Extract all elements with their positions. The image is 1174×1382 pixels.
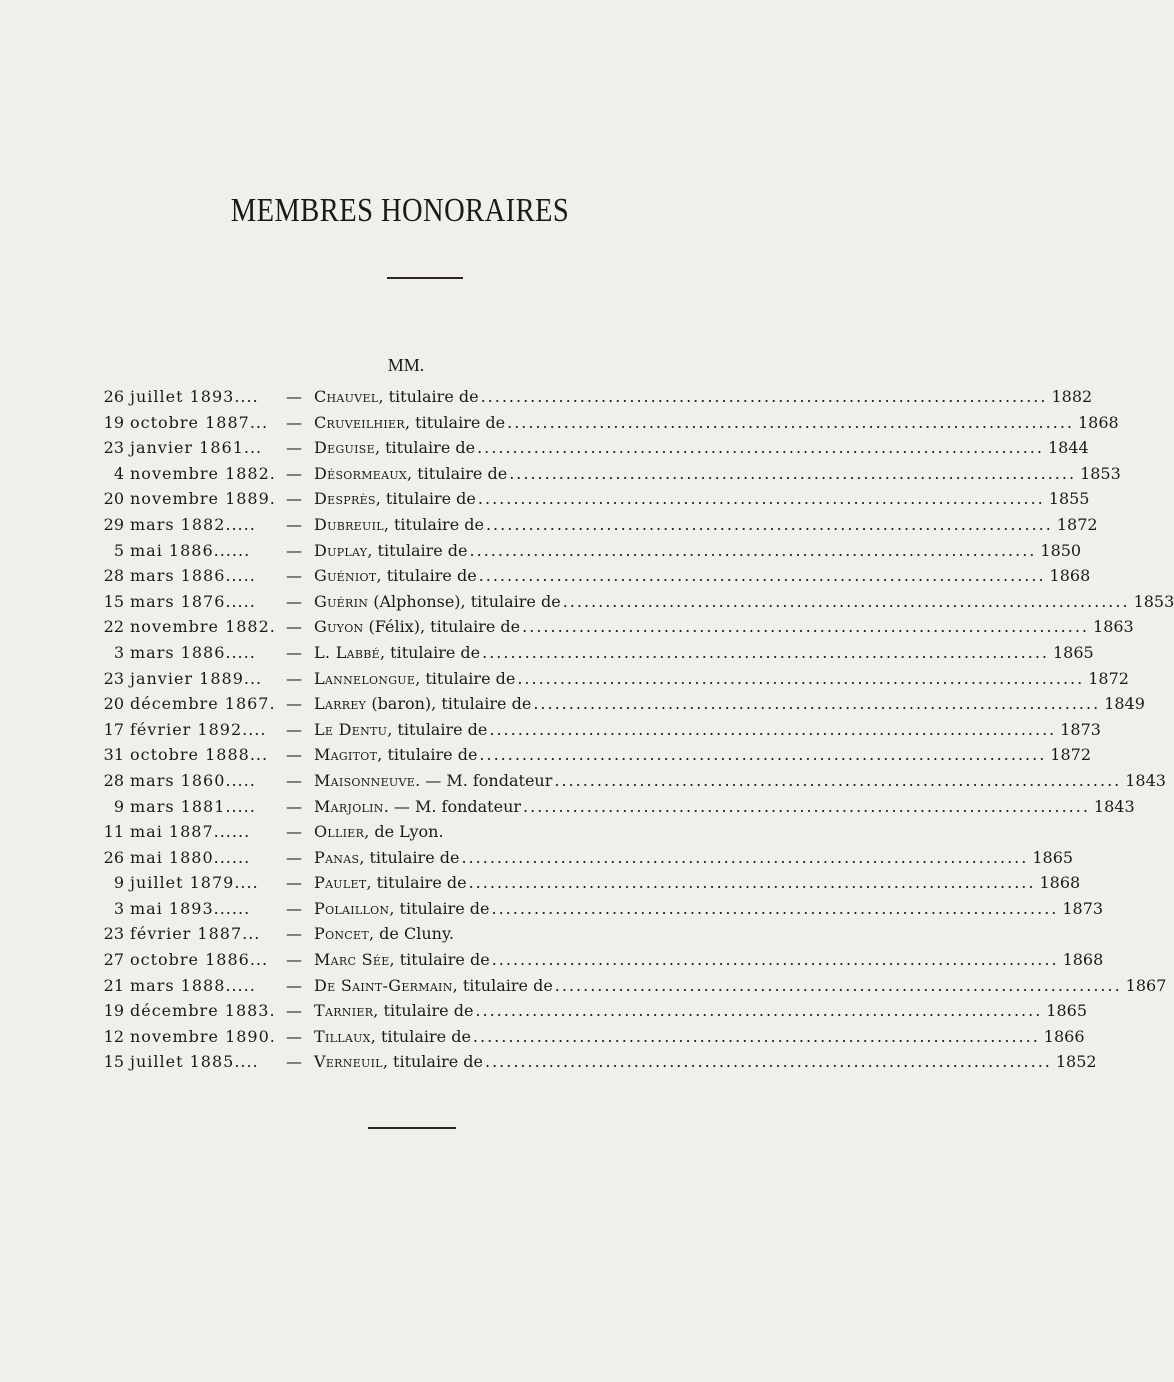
member-entry-text bbox=[314, 947, 490, 973]
member-entry bbox=[314, 384, 1093, 410]
member-row bbox=[98, 717, 1101, 743]
member-date-day: 20 bbox=[103, 694, 124, 714]
member-entry bbox=[314, 614, 1134, 640]
member-row bbox=[98, 461, 1121, 487]
member-date-month-year: février 1887... bbox=[130, 924, 261, 944]
em-dash-separator: — bbox=[286, 412, 302, 432]
member-row bbox=[98, 691, 1145, 717]
member-name: Dubreuil bbox=[314, 514, 384, 534]
member-entry bbox=[314, 512, 1098, 538]
em-dash-separator: — bbox=[286, 719, 302, 739]
member-year: 1872 bbox=[1056, 514, 1098, 534]
member-entry bbox=[314, 640, 1094, 666]
member-entry bbox=[314, 538, 1082, 564]
member-row bbox=[98, 666, 1129, 692]
member-name: Tarnier bbox=[314, 1001, 374, 1021]
member-detail: (Félix), titulaire de bbox=[363, 617, 521, 637]
member-entry bbox=[314, 1049, 1097, 1075]
member-year: 1882 bbox=[1051, 387, 1093, 406]
member-date-month-year: mai 1893...... bbox=[130, 898, 251, 918]
dot-leader: ................................................................................ bbox=[469, 540, 1037, 560]
member-year: 1867 bbox=[1125, 975, 1167, 995]
member-name: Verneuil bbox=[314, 1052, 383, 1072]
member-date-month-year: mai 1886...... bbox=[130, 540, 251, 560]
member-detail: , titulaire de bbox=[379, 642, 481, 662]
member-detail: , titulaire de bbox=[370, 1026, 471, 1046]
member-date bbox=[98, 384, 284, 410]
member-date-day: 19 bbox=[103, 1001, 124, 1021]
member-date-day: 27 bbox=[103, 950, 124, 970]
member-date-month-year: juillet 1879.... bbox=[130, 873, 259, 893]
member-name: Chauvel bbox=[314, 387, 379, 406]
member-year: 1872 bbox=[1088, 668, 1129, 688]
member-row bbox=[98, 538, 1082, 564]
member-year: 1868 bbox=[1049, 566, 1091, 586]
member-name: Deguise bbox=[314, 438, 375, 458]
member-entry bbox=[314, 717, 1101, 743]
member-detail: , titulaire de bbox=[387, 719, 488, 739]
member-date-month-year: janvier 1861... bbox=[130, 438, 263, 458]
member-row bbox=[98, 384, 1093, 410]
member-entry-text bbox=[314, 1024, 471, 1050]
member-entry-text bbox=[314, 768, 552, 794]
member-date-month-year: novembre 1882. bbox=[130, 463, 276, 483]
em-dash-separator: — bbox=[286, 1001, 302, 1021]
member-entry-text bbox=[314, 512, 484, 538]
member-date-day: 23 bbox=[103, 438, 124, 458]
member-detail: , titulaire de bbox=[378, 387, 479, 406]
em-dash-separator: — bbox=[286, 796, 302, 816]
member-date-month-year: novembre 1890. bbox=[130, 1026, 276, 1046]
member-year: 1852 bbox=[1055, 1052, 1097, 1072]
member-date bbox=[98, 410, 284, 436]
member-detail: . — M. fondateur bbox=[415, 770, 553, 790]
em-dash-separator: — bbox=[286, 924, 302, 944]
member-row bbox=[98, 768, 1166, 794]
member-date bbox=[98, 1024, 284, 1050]
em-dash-separator: — bbox=[286, 873, 302, 893]
member-date-month-year: octobre 1888... bbox=[130, 745, 269, 765]
member-entry bbox=[314, 973, 1167, 999]
member-entry-text bbox=[314, 589, 561, 615]
member-date bbox=[98, 538, 284, 564]
member-date-day: 3 bbox=[113, 642, 124, 662]
member-name: Maisonneuve bbox=[314, 770, 416, 790]
member-name: Polaillon bbox=[314, 898, 390, 918]
member-name: Le Dentu bbox=[314, 719, 388, 739]
member-year: 1843 bbox=[1125, 770, 1166, 790]
member-row bbox=[98, 921, 738, 947]
member-date bbox=[98, 589, 284, 615]
em-dash-separator: — bbox=[286, 1052, 302, 1072]
member-entry bbox=[314, 691, 1145, 717]
member-entry bbox=[314, 921, 738, 947]
member-year: 1868 bbox=[1062, 950, 1104, 970]
member-date bbox=[98, 794, 284, 820]
dot-leader: ................................................................................ bbox=[533, 694, 1101, 714]
member-entry bbox=[314, 435, 1089, 461]
member-entry-text bbox=[314, 384, 479, 410]
dot-leader: ................................................................................ bbox=[485, 514, 1053, 534]
dot-leader: ................................................................................ bbox=[461, 847, 1029, 867]
member-date-month-year: mars 1882..... bbox=[130, 514, 256, 534]
member-row bbox=[98, 870, 1081, 896]
member-date bbox=[98, 691, 284, 717]
member-entry-text bbox=[314, 973, 553, 999]
member-date-day: 19 bbox=[103, 412, 124, 432]
member-year: 1849 bbox=[1104, 694, 1145, 714]
member-name: Marjolin bbox=[314, 796, 384, 816]
dot-leader: ................................................................................ bbox=[489, 719, 1057, 739]
members-list bbox=[98, 384, 1174, 1075]
em-dash-separator: — bbox=[286, 745, 302, 765]
member-entry bbox=[314, 947, 1104, 973]
member-date bbox=[98, 614, 284, 640]
dot-leader: ................................................................................ bbox=[523, 796, 1090, 816]
em-dash-separator: — bbox=[286, 847, 302, 867]
member-row bbox=[98, 794, 1135, 820]
member-year: 1865 bbox=[1032, 847, 1074, 867]
member-date-month-year: mars 1876..... bbox=[130, 591, 256, 611]
member-date-month-year: mars 1888..... bbox=[130, 975, 256, 995]
member-year: 1863 bbox=[1093, 617, 1134, 637]
member-row bbox=[98, 998, 1088, 1024]
member-entry bbox=[314, 742, 1091, 768]
member-row bbox=[98, 1024, 1085, 1050]
member-entry-text bbox=[314, 486, 476, 512]
dot-leader: ................................................................................ bbox=[517, 668, 1085, 688]
member-name: Poncet bbox=[314, 924, 369, 944]
member-year: 1865 bbox=[1046, 1001, 1088, 1021]
member-entry bbox=[314, 794, 1135, 820]
member-name: Cruveilhier bbox=[314, 412, 405, 432]
member-entry-text bbox=[314, 819, 444, 845]
member-entry-text bbox=[314, 691, 531, 717]
member-year: 1873 bbox=[1062, 898, 1104, 918]
member-entry bbox=[314, 819, 738, 845]
em-dash-separator: — bbox=[286, 566, 302, 586]
member-entry-text bbox=[314, 845, 459, 871]
member-date bbox=[98, 486, 284, 512]
dot-leader: ................................................................................ bbox=[477, 489, 1045, 509]
dot-leader: ................................................................................ bbox=[480, 387, 1048, 406]
member-name: Guérin bbox=[314, 591, 369, 611]
dot-leader: ................................................................................ bbox=[554, 975, 1122, 995]
member-name: Duplay bbox=[314, 540, 368, 560]
member-entry bbox=[314, 1024, 1085, 1050]
member-row bbox=[98, 742, 1091, 768]
member-date-month-year: mars 1881..... bbox=[130, 796, 256, 816]
em-dash-separator: — bbox=[286, 950, 302, 970]
member-entry bbox=[314, 768, 1166, 794]
member-date-month-year: octobre 1887... bbox=[130, 412, 269, 432]
dot-leader: ................................................................................ bbox=[484, 1052, 1052, 1072]
member-name: Ollier bbox=[314, 822, 365, 842]
member-name: Marc Sée bbox=[314, 950, 390, 970]
member-name: Désormeaux bbox=[314, 463, 408, 483]
em-dash-separator: — bbox=[286, 898, 302, 918]
member-name: Tillaux bbox=[314, 1026, 371, 1046]
member-name: Paulet bbox=[314, 873, 367, 893]
member-date-month-year: juillet 1885.... bbox=[130, 1052, 259, 1072]
dot-leader: ................................................................................ bbox=[562, 591, 1130, 611]
member-entry-text bbox=[314, 666, 515, 692]
member-entry bbox=[314, 998, 1088, 1024]
member-row bbox=[98, 845, 1074, 871]
dot-leader: ................................................................................ bbox=[522, 617, 1090, 637]
member-date-month-year: mai 1887...... bbox=[130, 822, 251, 842]
member-date bbox=[98, 845, 284, 871]
member-date-day: 9 bbox=[113, 796, 124, 816]
member-year: 1868 bbox=[1077, 412, 1119, 432]
member-year: 1865 bbox=[1052, 642, 1094, 662]
member-entry-text bbox=[314, 1049, 483, 1075]
em-dash-separator: — bbox=[286, 694, 302, 714]
member-detail: , titulaire de bbox=[389, 950, 490, 970]
member-detail: , titulaire de bbox=[367, 540, 468, 560]
member-date-month-year: octobre 1886... bbox=[130, 950, 269, 970]
member-year: 1873 bbox=[1060, 719, 1101, 739]
member-date-month-year: juillet 1893.... bbox=[130, 387, 259, 406]
member-row bbox=[98, 512, 1098, 538]
member-detail: , titulaire de bbox=[389, 898, 490, 918]
dot-leader: ................................................................................ bbox=[491, 950, 1059, 970]
member-row bbox=[98, 819, 738, 845]
member-year: 1843 bbox=[1093, 796, 1135, 816]
dot-leader: ................................................................................ bbox=[479, 745, 1047, 765]
member-date bbox=[98, 819, 284, 845]
dot-leader: ................................................................................ bbox=[482, 642, 1049, 662]
member-date-month-year: mars 1860..... bbox=[130, 770, 256, 790]
footer-divider bbox=[368, 1127, 456, 1129]
member-date bbox=[98, 435, 284, 461]
member-row bbox=[98, 614, 1134, 640]
member-entry-text bbox=[314, 563, 477, 589]
member-year: 1853 bbox=[1133, 591, 1174, 611]
member-name: Magitot bbox=[314, 745, 378, 765]
member-date bbox=[98, 717, 284, 743]
em-dash-separator: — bbox=[286, 668, 302, 688]
salutation-heading: MM. bbox=[387, 355, 425, 375]
member-entry bbox=[314, 666, 1129, 692]
dot-leader: ................................................................................ bbox=[468, 873, 1036, 893]
em-dash-separator: — bbox=[286, 591, 302, 611]
member-date-day: 28 bbox=[103, 770, 124, 790]
member-name: Desprès bbox=[314, 489, 376, 509]
member-year: 1855 bbox=[1048, 489, 1090, 509]
dot-leader: ................................................................................ bbox=[554, 770, 1122, 790]
member-year: 1872 bbox=[1050, 745, 1091, 765]
member-row bbox=[98, 563, 1091, 589]
member-detail: , titulaire de bbox=[375, 489, 476, 509]
member-date bbox=[98, 768, 284, 794]
member-detail: , titulaire de bbox=[404, 412, 506, 432]
member-entry-text bbox=[314, 461, 507, 487]
member-date bbox=[98, 1049, 284, 1075]
dot-leader: ................................................................................ bbox=[472, 1026, 1040, 1046]
member-date bbox=[98, 563, 284, 589]
dot-leader: ................................................................................ bbox=[507, 412, 1074, 432]
member-date-day: 3 bbox=[113, 898, 124, 918]
member-detail: , titulaire de bbox=[374, 438, 476, 458]
dot-leader: ................................................................................ bbox=[475, 1001, 1043, 1021]
member-date-day: 28 bbox=[103, 566, 124, 586]
member-detail: , de Cluny. bbox=[369, 924, 454, 944]
member-date-day: 26 bbox=[103, 847, 124, 867]
member-name: Guyon bbox=[314, 617, 364, 637]
em-dash-separator: — bbox=[286, 540, 302, 560]
member-detail: , titulaire de bbox=[407, 463, 508, 483]
member-date-day: 15 bbox=[103, 1052, 124, 1072]
member-entry-text bbox=[314, 896, 489, 922]
member-entry-text bbox=[314, 410, 505, 436]
member-row bbox=[98, 896, 1104, 922]
member-year: 1844 bbox=[1047, 438, 1089, 458]
member-year: 1850 bbox=[1040, 540, 1082, 560]
member-row bbox=[98, 1049, 1097, 1075]
member-date-month-year: décembre 1867. bbox=[130, 694, 276, 714]
member-entry-text bbox=[314, 435, 475, 461]
dot-leader: ................................................................................ bbox=[477, 438, 1044, 458]
member-date-month-year: mars 1886..... bbox=[130, 566, 256, 586]
member-date-day: 31 bbox=[103, 745, 124, 765]
member-year: 1868 bbox=[1039, 873, 1081, 893]
em-dash-separator: — bbox=[286, 975, 302, 995]
member-date-day: 20 bbox=[103, 489, 124, 509]
member-detail: , titulaire de bbox=[376, 566, 477, 586]
member-date-day: 15 bbox=[103, 591, 124, 611]
member-entry-text bbox=[314, 870, 467, 896]
member-date bbox=[98, 973, 284, 999]
member-date-month-year: novembre 1882. bbox=[130, 617, 276, 637]
em-dash-separator: — bbox=[286, 387, 302, 406]
member-date bbox=[98, 640, 284, 666]
member-date-day: 12 bbox=[103, 1026, 124, 1046]
member-year: 1853 bbox=[1080, 463, 1121, 483]
member-detail: , titulaire de bbox=[383, 514, 484, 534]
page-title: MEMBRES HONORAIRES bbox=[230, 192, 570, 229]
em-dash-separator: — bbox=[286, 1026, 302, 1046]
member-row bbox=[98, 589, 1174, 615]
member-name: Larrey bbox=[314, 694, 367, 714]
member-date bbox=[98, 512, 284, 538]
member-date-day: 11 bbox=[103, 822, 124, 842]
member-detail: , titulaire de bbox=[452, 975, 553, 995]
member-entry bbox=[314, 870, 1081, 896]
member-entry-text bbox=[314, 921, 454, 947]
dot-leader: ................................................................................ bbox=[478, 566, 1046, 586]
member-row bbox=[98, 486, 1090, 512]
member-name: Panas bbox=[314, 847, 360, 867]
member-date-day: 4 bbox=[113, 463, 124, 483]
member-detail: . — M. fondateur bbox=[383, 796, 522, 816]
member-date-month-year: novembre 1889. bbox=[130, 489, 276, 509]
member-detail: (Alphonse), titulaire de bbox=[368, 591, 561, 611]
member-year: 1866 bbox=[1043, 1026, 1085, 1046]
member-date-month-year: mars 1886..... bbox=[130, 642, 256, 662]
member-entry bbox=[314, 461, 1121, 487]
title-divider bbox=[387, 277, 463, 279]
member-date-month-year: février 1892.... bbox=[130, 719, 267, 739]
member-name: De Saint-Germain bbox=[314, 975, 453, 995]
member-date-day: 23 bbox=[103, 668, 124, 688]
member-entry-text bbox=[314, 614, 520, 640]
member-date-day: 17 bbox=[103, 719, 124, 739]
member-entry bbox=[314, 896, 1104, 922]
member-detail: , titulaire de bbox=[377, 745, 478, 765]
member-date bbox=[98, 870, 284, 896]
member-date-month-year: mai 1880...... bbox=[130, 847, 251, 867]
dot-leader: ................................................................................ bbox=[509, 463, 1077, 483]
member-row bbox=[98, 947, 1104, 973]
member-date-day: 29 bbox=[103, 514, 124, 534]
member-entry-text bbox=[314, 538, 468, 564]
member-entry bbox=[314, 486, 1090, 512]
member-name: Guéniot bbox=[314, 566, 377, 586]
member-detail: , titulaire de bbox=[373, 1001, 474, 1021]
member-date-day: 26 bbox=[103, 387, 124, 406]
member-entry-text bbox=[314, 717, 487, 743]
member-detail: (baron), titulaire de bbox=[366, 694, 532, 714]
member-name: L. Labbé bbox=[314, 642, 380, 662]
member-date-month-year: décembre 1883. bbox=[130, 1001, 276, 1021]
member-name: Lannelongue bbox=[314, 668, 416, 688]
member-detail: , de Lyon. bbox=[364, 822, 444, 842]
member-row bbox=[98, 435, 1089, 461]
member-date-day: 5 bbox=[113, 540, 124, 560]
member-detail: , titulaire de bbox=[366, 873, 467, 893]
member-date bbox=[98, 998, 284, 1024]
member-entry bbox=[314, 410, 1119, 436]
member-date bbox=[98, 921, 284, 947]
dot-leader: ................................................................................ bbox=[491, 898, 1059, 918]
member-date bbox=[98, 461, 284, 487]
em-dash-separator: — bbox=[286, 822, 302, 842]
member-date bbox=[98, 666, 284, 692]
em-dash-separator: — bbox=[286, 617, 302, 637]
member-entry bbox=[314, 563, 1091, 589]
em-dash-separator: — bbox=[286, 642, 302, 662]
member-entry-text bbox=[314, 794, 521, 820]
em-dash-separator: — bbox=[286, 489, 302, 509]
member-entry-text bbox=[314, 742, 477, 768]
member-date bbox=[98, 742, 284, 768]
member-date-day: 9 bbox=[113, 873, 124, 893]
em-dash-separator: — bbox=[286, 770, 302, 790]
em-dash-separator: — bbox=[286, 438, 302, 458]
member-entry-text bbox=[314, 640, 480, 666]
member-entry bbox=[314, 589, 1174, 615]
member-entry bbox=[314, 845, 1074, 871]
member-date-day: 23 bbox=[103, 924, 124, 944]
member-detail: , titulaire de bbox=[382, 1052, 483, 1072]
member-date-day: 21 bbox=[103, 975, 124, 995]
member-row bbox=[98, 973, 1167, 999]
em-dash-separator: — bbox=[286, 463, 302, 483]
member-row bbox=[98, 640, 1094, 666]
member-row bbox=[98, 410, 1119, 436]
member-date-day: 22 bbox=[103, 617, 124, 637]
member-date bbox=[98, 947, 284, 973]
member-date bbox=[98, 896, 284, 922]
member-detail: , titulaire de bbox=[359, 847, 460, 867]
member-date-month-year: janvier 1889... bbox=[130, 668, 263, 688]
member-entry-text bbox=[314, 998, 473, 1024]
member-detail: , titulaire de bbox=[415, 668, 516, 688]
em-dash-separator: — bbox=[286, 514, 302, 534]
